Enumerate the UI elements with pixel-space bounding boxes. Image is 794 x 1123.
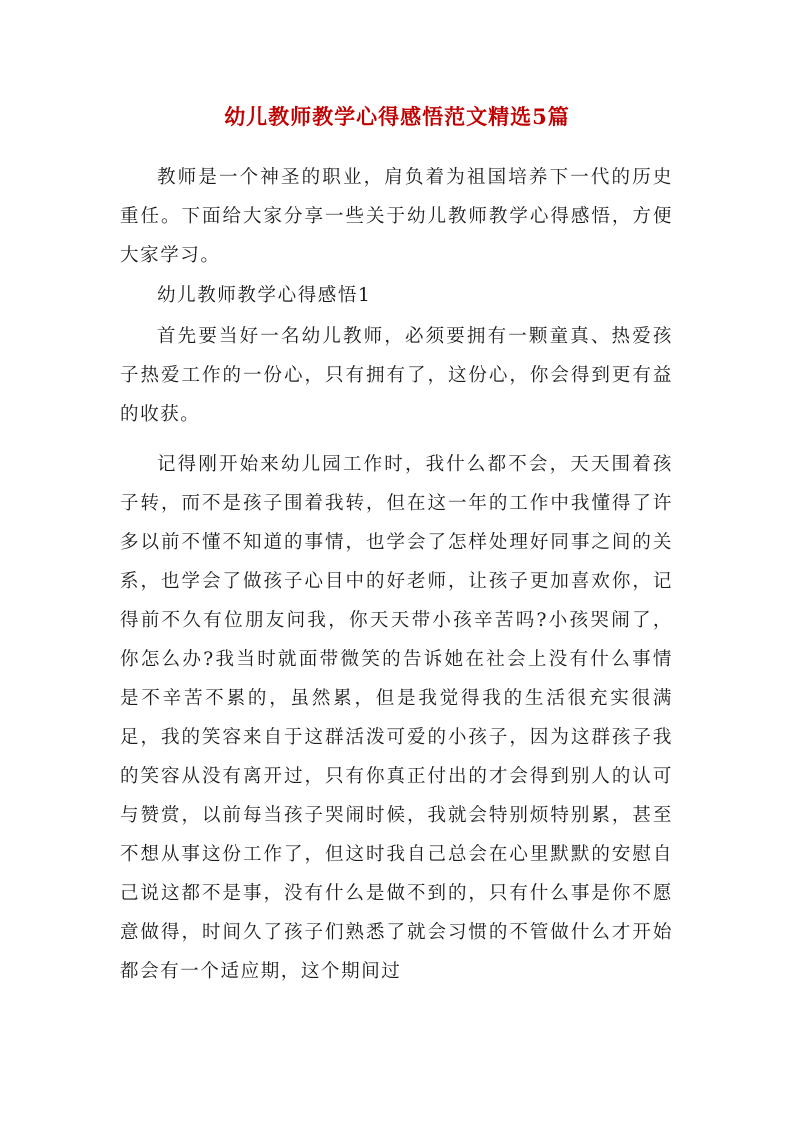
section-heading: 幼儿教师教学心得感悟1 — [157, 285, 372, 306]
body-paragraph: 首先要当好一名幼儿教师，必须要拥有一颗童真、热爱孩子热爱工作的一份心，只有拥有了，这份心，你会得到更有益的收获。 — [120, 326, 673, 425]
document-title: 幼儿教师教学心得感悟范文精选5篇 — [224, 104, 570, 129]
document-body — [120, 158, 673, 991]
body-paragraph: 记得刚开始来幼儿园工作时，我什么都不会，天天围着孩子转，而不是孩子围着我转，但在这一年的工作中我懂得了许多以前不懂不知道的事情，也学会了怎样处理好同事之间的关系，也学会了做孩子心目中的好老师，让孩子更加喜欢你，记得前不久有位朋友问我，你天天带小孩辛苦吗?小孩哭闹了，你怎么办?我当时就面带微笑的告诉她在社会上没有什么事情是不辛苦不累的，虽然累，但是我觉得我的生活很充实很满足，我的笑容来自于这群活泼可爱的小孩子，因为这群孩子我的笑容从没有离开过，只有你真正付出的才会得到别人的认可与赞赏，以前每当孩子哭闹时候，我就会特别烦特别累，甚至不想从事这份工作了，但这时我自己总会在心里默默的安慰自己说这都不是事，没有什么是做不到的，只有什么事是你不愿意做得，时间久了孩子们熟悉了就会习惯的不管做什么才开始都会有一个适应期，这个期间过 — [120, 454, 673, 982]
intro-paragraph: 教师是一个神圣的职业，肩负着为祖国培养下一代的历史重任。下面给大家分享一些关于幼儿教师教学心得感悟，方便大家学习。 — [120, 167, 673, 266]
